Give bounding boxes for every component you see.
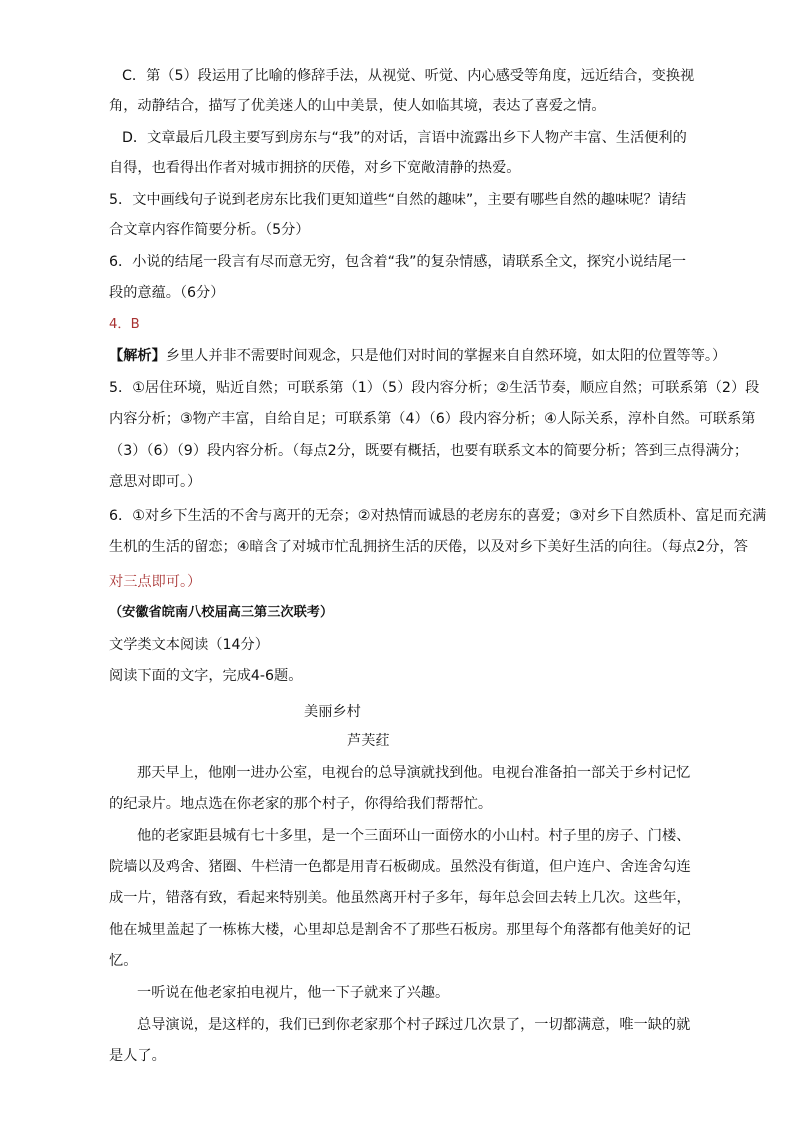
answer-6-line-2: 生机的生活的留恋；④暗含了对城市忙乱拥挤生活的厌倦，以及对乡下美好生活的向往。（每点2分，答	[109, 539, 748, 555]
question-5-line-1: 5．文中画线句子说到老房东比我们更知道些“自然的趣味”，主要有哪些自然的趣味呢？请结	[109, 192, 687, 208]
story-paragraph-2-line-3: 成一片，错落有致，看起来特别美。他虽然离开村子多年，每年总会回去转上几次。这些年，	[109, 890, 691, 906]
story-paragraph-2-line-5: 忆。	[109, 953, 138, 969]
story-paragraph-3-line-1: 一听说在他老家拍电视片，他一下子就来了兴趣。	[137, 985, 450, 1001]
answer-5-line-1: 5．①居住环境，贴近自然；可联系第（1）（5）段内容分析；②生活节奏，顺应自然；可联系第（2）段	[109, 380, 760, 396]
option-d-line-1: D．文章最后几段主要写到房东与“我”的对话，言语中流露出乡下人物产丰富、生活便利的	[122, 130, 687, 146]
instruction: 阅读下面的文字，完成4-6题。	[109, 668, 303, 684]
answer-5-line-4: 意思对即可。）	[109, 474, 202, 490]
source-note: （安徽省皖南八校届高三第三次联考）	[109, 605, 334, 620]
option-d-line-2: 自得，也看得出作者对城市拥挤的厌倦，对乡下宽敞清静的热爱。	[109, 160, 521, 176]
answer-6-line-3: 对三点即可。）	[109, 574, 202, 590]
option-c-line-2: 角，动静结合，描写了优美迷人的山中美景，使人如临其境，表达了喜爱之情。	[109, 98, 606, 114]
story-paragraph-2-line-2: 院墙以及鸡舍、猪圈、牛栏清一色都是用青石板砌成。虽然没有街道，但户连户、舍连舍勾连	[109, 859, 691, 875]
answer-5-line-3: （3）（6）（9）段内容分析。（每点2分，既要有概括，也要有联系文本的简要分析；答到三点得满分；	[109, 443, 749, 459]
question-5-line-2: 合文章内容作简要分析。（5分）	[109, 222, 310, 238]
story-paragraph-2-line-1: 他的老家距县城有七十多里，是一个三面环山一面傍水的小山村。村子里的房子、门楼、	[137, 828, 691, 844]
story-paragraph-1-line-2: 的纪录片。地点选在你老家的那个村子，你得给我们帮帮忙。	[109, 796, 493, 812]
story-paragraph-2-line-4: 他在城里盖起了一栋栋大楼，心里却总是割舍不了那些石板房。那里每个角落都有他美好的记	[109, 922, 691, 938]
story-paragraph-4-line-1: 总导演说，是这样的，我们已到你老家那个村子踩过几次景了，一切都满意，唯一缺的就	[137, 1017, 691, 1033]
analysis-text: 乡里人并非不需要时间观念，只是他们对时间的掌握来自自然环境，如太阳的位置等等。）	[165, 348, 727, 364]
answer-5-line-2: 内容分析；③物产丰富，自给自足；可联系第（4）（6）段内容分析；④人际关系，淳朴自然。可联系第	[109, 411, 756, 427]
answer-4: 4．B	[109, 317, 140, 332]
section-title: 文学类文本阅读（14分）	[109, 637, 269, 653]
option-c-line-1: C．第（5）段运用了比喻的修辞手法，从视觉、听觉、内心感受等角度，远近结合，变换视	[122, 68, 695, 84]
analysis-tag: 【解析】	[109, 348, 166, 364]
story-paragraph-4-line-2: 是人了。	[109, 1048, 166, 1064]
story-paragraph-1-line-1: 那天早上，他刚一进办公室，电视台的总导演就找到他。电视台准备拍一部关于乡村记忆	[137, 765, 691, 781]
story-title: 美丽乡村	[304, 704, 361, 720]
story-author: 芦芙荭	[347, 733, 390, 749]
question-6-line-2: 段的意蕴。（6分）	[109, 285, 225, 301]
analysis-line	[109, 346, 726, 366]
question-6-line-1: 6．小说的结尾一段言有尽而意无穷，包含着“我”的复杂情感，请联系全文，探究小说结尾一	[109, 254, 687, 270]
answer-6-line-1: 6．①对乡下生活的不舍与离开的无奈；②对热情而诚恳的老房东的喜爱；③对乡下自然质朴、富足而充满	[109, 508, 767, 524]
